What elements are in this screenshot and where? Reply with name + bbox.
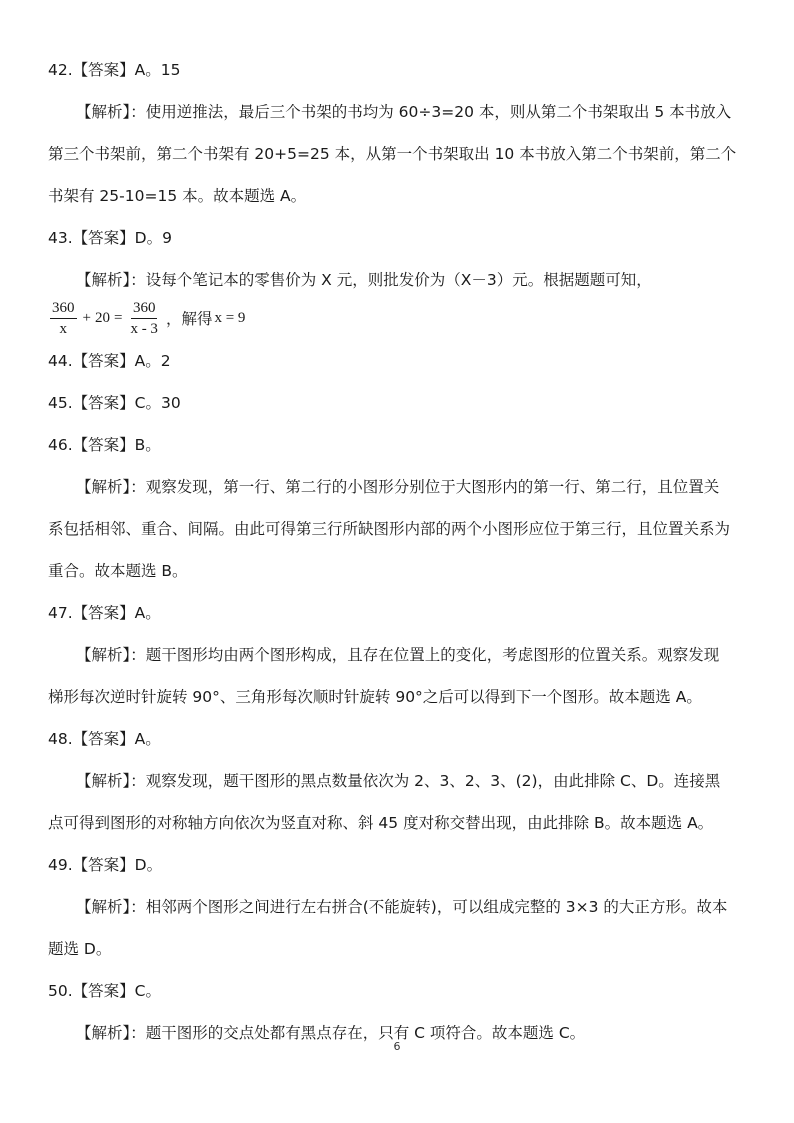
q43-answer: 43.【答案】D。9	[48, 229, 172, 247]
q47-answer: 47.【答案】A。	[48, 604, 161, 622]
q46-answer: 46.【答案】B。	[48, 436, 161, 454]
q46-explanation-1: 【解析】：观察发现，第一行、第二行的小图形分别位于大图形内的第一行、第二行，且位置关	[76, 478, 720, 496]
fraction-1-denominator: x	[59, 320, 67, 337]
q48-explanation-1: 【解析】：观察发现，题干图形的黑点数量依次为 2、3、2、3、(2)，由此排除 C、D。连接黑	[76, 772, 721, 790]
fraction-1	[50, 300, 77, 337]
q49-explanation-2: 题选 D。	[48, 940, 112, 958]
q44-answer: 44.【答案】A。2	[48, 352, 171, 370]
fraction-2-denominator: x - 3	[130, 320, 158, 337]
q47-explanation-2: 梯形每次逆时针旋转 90°、三角形每次顺时针旋转 90°之后可以得到下一个图形。故本题选 A。	[48, 688, 702, 706]
q45-answer: 45.【答案】C。30	[48, 394, 181, 412]
q49-explanation-1: 【解析】：相邻两个图形之间进行左右拼合(不能旋转)，可以组成完整的 3×3 的大正方形。故本	[76, 898, 728, 916]
q42-explanation-2: 第三个书架前，第二个书架有 20+5=25 本，从第一个书架取出 10 本书放入第二个书架前，第二个	[48, 145, 737, 163]
q42-explanation-3: 书架有 25-10=15 本。故本题选 A。	[48, 187, 307, 205]
fraction-2	[128, 300, 160, 337]
q46-explanation-2: 系包括相邻、重合、间隔。由此可得第三行所缺图形内部的两个小图形应位于第三行，且位置关系为	[48, 520, 731, 538]
q43-explanation-1: 【解析】：设每个笔记本的零售价为 X 元，则批发价为（X－3）元。根据题题可知，	[76, 271, 652, 289]
constant-term: 20	[94, 309, 110, 326]
q48-explanation-2: 点可得到图形的对称轴方向依次为竖直对称、斜 45 度对称交替出现，由此排除 B。故本题选 A。	[48, 814, 714, 832]
q50-answer: 50.【答案】C。	[48, 982, 161, 1000]
q49-answer: 49.【答案】D。	[48, 856, 163, 874]
fraction-2-numerator: 360	[131, 300, 158, 319]
equals-sign: =	[113, 309, 123, 326]
equation-tail-text: ，解得	[165, 310, 213, 328]
q46-explanation-3: 重合。故本题选 B。	[48, 562, 188, 580]
q42-explanation-1: 【解析】：使用逆推法，最后三个书架的书均为 60÷3=20 本，则从第二个书架取出 5 本书放入	[76, 103, 732, 121]
q43-equation	[48, 296, 245, 340]
page-number: 6	[393, 1040, 401, 1053]
q42-answer: 42.【答案】A。15	[48, 61, 181, 79]
q47-explanation-1: 【解析】：题干图形均由两个图形构成，且存在位置上的变化，考虑图形的位置关系。观察发现	[76, 646, 720, 664]
equation-solution: x = 9	[214, 309, 246, 326]
plus-sign: +	[82, 309, 91, 326]
fraction-1-numerator: 360	[50, 300, 77, 319]
q50-explanation-1: 【解析】：题干图形的交点处都有黑点存在，只有 C 项符合。故本题选 C。	[76, 1024, 586, 1042]
q48-answer: 48.【答案】A。	[48, 730, 161, 748]
